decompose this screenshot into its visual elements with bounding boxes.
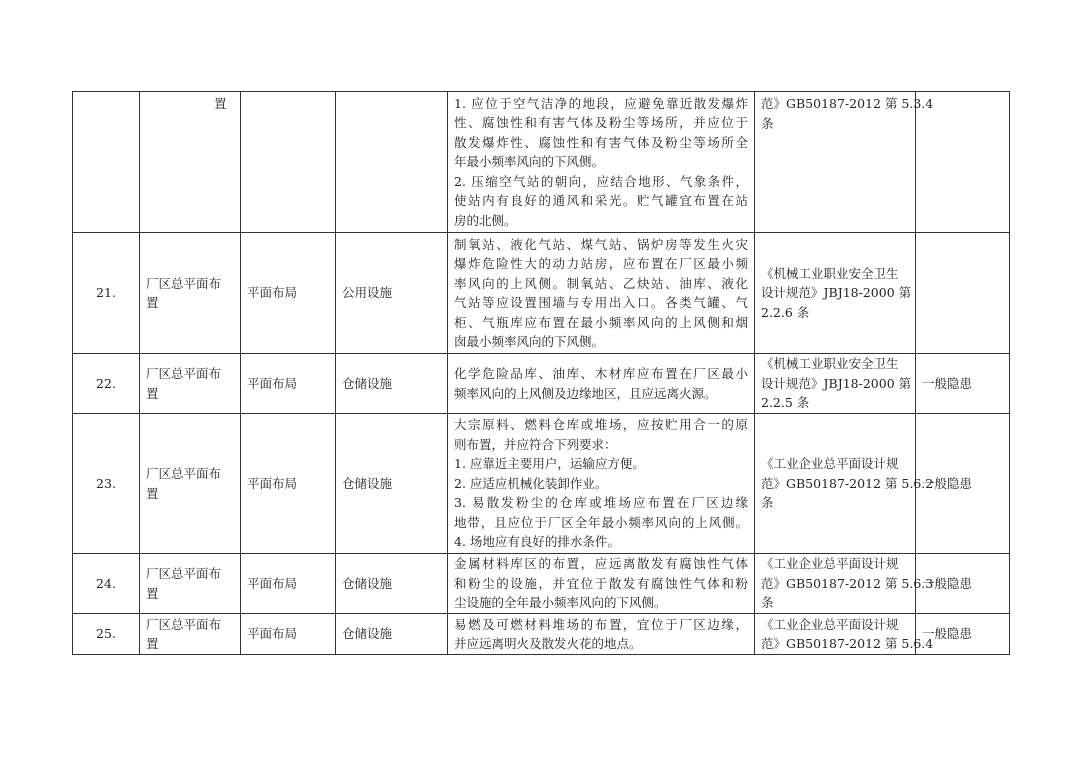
area-line: 厂区总平面布 xyxy=(146,466,222,481)
table-row xyxy=(73,414,1010,554)
requirement-cell xyxy=(448,233,755,354)
area-cell xyxy=(140,414,241,554)
requirement-line: 2. 压缩空气站的朝向，应结合地形、气象条件， xyxy=(454,173,748,189)
area-line: 置 xyxy=(214,96,227,111)
requirement-line: 3. 易散发粉尘的仓库或堆场应布置在厂区边缘 xyxy=(454,495,748,511)
table-row xyxy=(73,233,1010,354)
area-cell xyxy=(140,554,241,614)
requirement-line: 制氧站、液化气站、煤气站、锅炉房等发生火灾 xyxy=(454,236,748,252)
table-row xyxy=(73,554,1010,614)
basis-line: 设计规范》JBJ18-2000 第 xyxy=(761,375,912,391)
subitem-cell: 仓储设施 xyxy=(336,554,448,614)
basis-line: 条 xyxy=(761,595,774,611)
requirement-cell xyxy=(448,554,755,614)
requirement-line: 性、腐蚀性和有害气体及粉尘等场所，并应位于 xyxy=(454,115,748,131)
subitem-cell: 公用设施 xyxy=(336,233,448,354)
requirement-cell xyxy=(448,614,755,655)
area-cell xyxy=(140,354,241,414)
requirement-line: 并应远离明火及散发火花的地点。 xyxy=(454,636,642,651)
area-line: 置 xyxy=(146,295,159,310)
row-number: 23. xyxy=(73,414,140,554)
table-row xyxy=(73,354,1010,414)
row-number: 24. xyxy=(73,554,140,614)
hazard-level-cell: 一般隐患 xyxy=(916,354,1010,414)
subitem-cell xyxy=(336,92,448,233)
basis-line: 范》GB50187-2012 第 5.6.2 xyxy=(761,475,934,491)
subitem-cell: 仓储设施 xyxy=(336,614,448,655)
basis-line: 条 xyxy=(761,115,774,131)
basis-cell xyxy=(755,92,934,233)
subitem-cell: 仓储设施 xyxy=(336,354,448,414)
basis-line: 《工业企业总平面设计规 xyxy=(761,616,899,632)
area-line: 置 xyxy=(146,585,159,601)
requirement-line: 散发爆炸性、腐蚀性和有害气体及粉尘等场所全 xyxy=(454,134,748,150)
requirement-line: 尘设施的全年最小频率风向的下风侧。 xyxy=(454,595,667,611)
basis-cell xyxy=(755,414,934,554)
table-row xyxy=(73,92,1010,233)
requirement-line: 囱最小频率风向的下风侧。 xyxy=(454,334,605,349)
row-number xyxy=(73,92,140,233)
requirement-line: 地带，且应位于厂区全年最小频率风向的上风侧。 xyxy=(454,514,748,530)
basis-cell xyxy=(755,554,934,614)
item-cell: 平面布局 xyxy=(241,414,336,554)
hazard-standard-table xyxy=(72,91,1010,655)
basis-line: 《机械工业职业安全卫生 xyxy=(761,265,899,281)
area-line: 厂区总平面布 xyxy=(146,616,222,632)
requirement-line: 大宗原料、燃料仓库或堆场，应按贮用合一的原 xyxy=(454,417,748,433)
requirement-line: 和粉尘的设施，并宜位于散发有腐蚀性气体和粉 xyxy=(454,575,748,591)
requirement-line: 爆炸危险性大的动力站房，应布置在厂区最小频 xyxy=(454,256,748,271)
basis-line: 《工业企业总平面设计规 xyxy=(761,556,899,572)
hazard-level-cell: 一般隐患 xyxy=(916,414,1010,554)
item-cell: 平面布局 xyxy=(241,354,336,414)
requirement-line: 气站等应设置围墙与专用出入口。各类气罐、气 xyxy=(454,295,748,310)
requirement-line: 则布置，并应符合下列要求： xyxy=(454,436,617,452)
subitem-cell: 仓储设施 xyxy=(336,414,448,554)
area-line: 厂区总平面布 xyxy=(146,566,222,581)
requirement-line: 易燃及可燃材料堆场的布置，宜位于厂区边缘， xyxy=(454,616,748,632)
hazard-level-cell xyxy=(916,92,1010,233)
requirement-cell xyxy=(448,354,755,414)
basis-line: 2.2.5 条 xyxy=(761,395,810,411)
requirement-line: 使站内有良好的通风和采光。贮气罐宜布置在站 xyxy=(454,193,748,209)
area-line: 置 xyxy=(146,636,159,651)
item-cell xyxy=(241,92,336,233)
requirement-line: 1. 应位于空气洁净的地段，应避免靠近散发爆炸 xyxy=(454,95,748,111)
hazard-level-cell: 一般隐患 xyxy=(916,554,1010,614)
item-cell: 平面布局 xyxy=(241,233,336,354)
basis-line: 范》GB50187-2012 第 5.6.4 xyxy=(761,636,934,651)
area-cell xyxy=(140,233,241,354)
area-line: 厂区总平面布 xyxy=(146,366,222,381)
area-line: 置 xyxy=(146,485,159,501)
basis-cell xyxy=(755,354,916,414)
requirement-cell xyxy=(448,414,755,554)
basis-cell xyxy=(755,614,934,655)
row-number: 25. xyxy=(73,614,140,655)
requirement-cell xyxy=(448,92,755,233)
requirement-line: 率风向的上风侧。制氧站、乙炔站、油库、液化 xyxy=(454,275,748,291)
requirement-line: 2. 应适应机械化装卸作业。 xyxy=(454,475,608,491)
table-row xyxy=(73,614,1010,655)
basis-line: 范》GB50187-2012 第 5.6.3 xyxy=(761,575,934,591)
basis-line: 范》GB50187-2012 第 5.3.4 xyxy=(761,96,934,111)
basis-line: 设计规范》JBJ18-2000 第 xyxy=(761,285,912,301)
hazard-level-cell: 一般隐患 xyxy=(916,614,1010,655)
requirement-line: 年最小频率风向的下风侧。 xyxy=(454,154,605,170)
row-number: 21. xyxy=(73,233,140,354)
row-number: 22. xyxy=(73,354,140,414)
requirement-line: 4. 场地应有良好的排水条件。 xyxy=(454,534,620,550)
item-cell: 平面布局 xyxy=(241,554,336,614)
area-cell xyxy=(140,614,241,655)
area-cell xyxy=(140,92,241,233)
requirement-line: 频率风向的上风侧及边缘地区，且应远离火源。 xyxy=(454,385,717,401)
requirement-line: 1. 应靠近主要用户，运输应方便。 xyxy=(454,456,645,472)
basis-line: 2.2.6 条 xyxy=(761,304,810,320)
basis-cell xyxy=(755,233,916,354)
requirement-line: 金属材料库区的布置，应远离散发有腐蚀性气体 xyxy=(454,556,748,572)
area-line: 置 xyxy=(146,385,159,401)
basis-line: 《机械工业职业安全卫生 xyxy=(761,356,899,372)
hazard-level-cell xyxy=(916,233,1010,354)
basis-line: 条 xyxy=(761,495,774,511)
basis-line: 《工业企业总平面设计规 xyxy=(761,456,899,472)
requirement-line: 化学危险品库、油库、木材库应布置在厂区最小 xyxy=(454,366,748,381)
area-line: 厂区总平面布 xyxy=(146,275,222,291)
item-cell: 平面布局 xyxy=(241,614,336,655)
requirement-line: 房的北侧。 xyxy=(454,212,517,228)
requirement-line: 柜、气瓶库应布置在最小频率风向的上风侧和烟 xyxy=(454,314,748,330)
